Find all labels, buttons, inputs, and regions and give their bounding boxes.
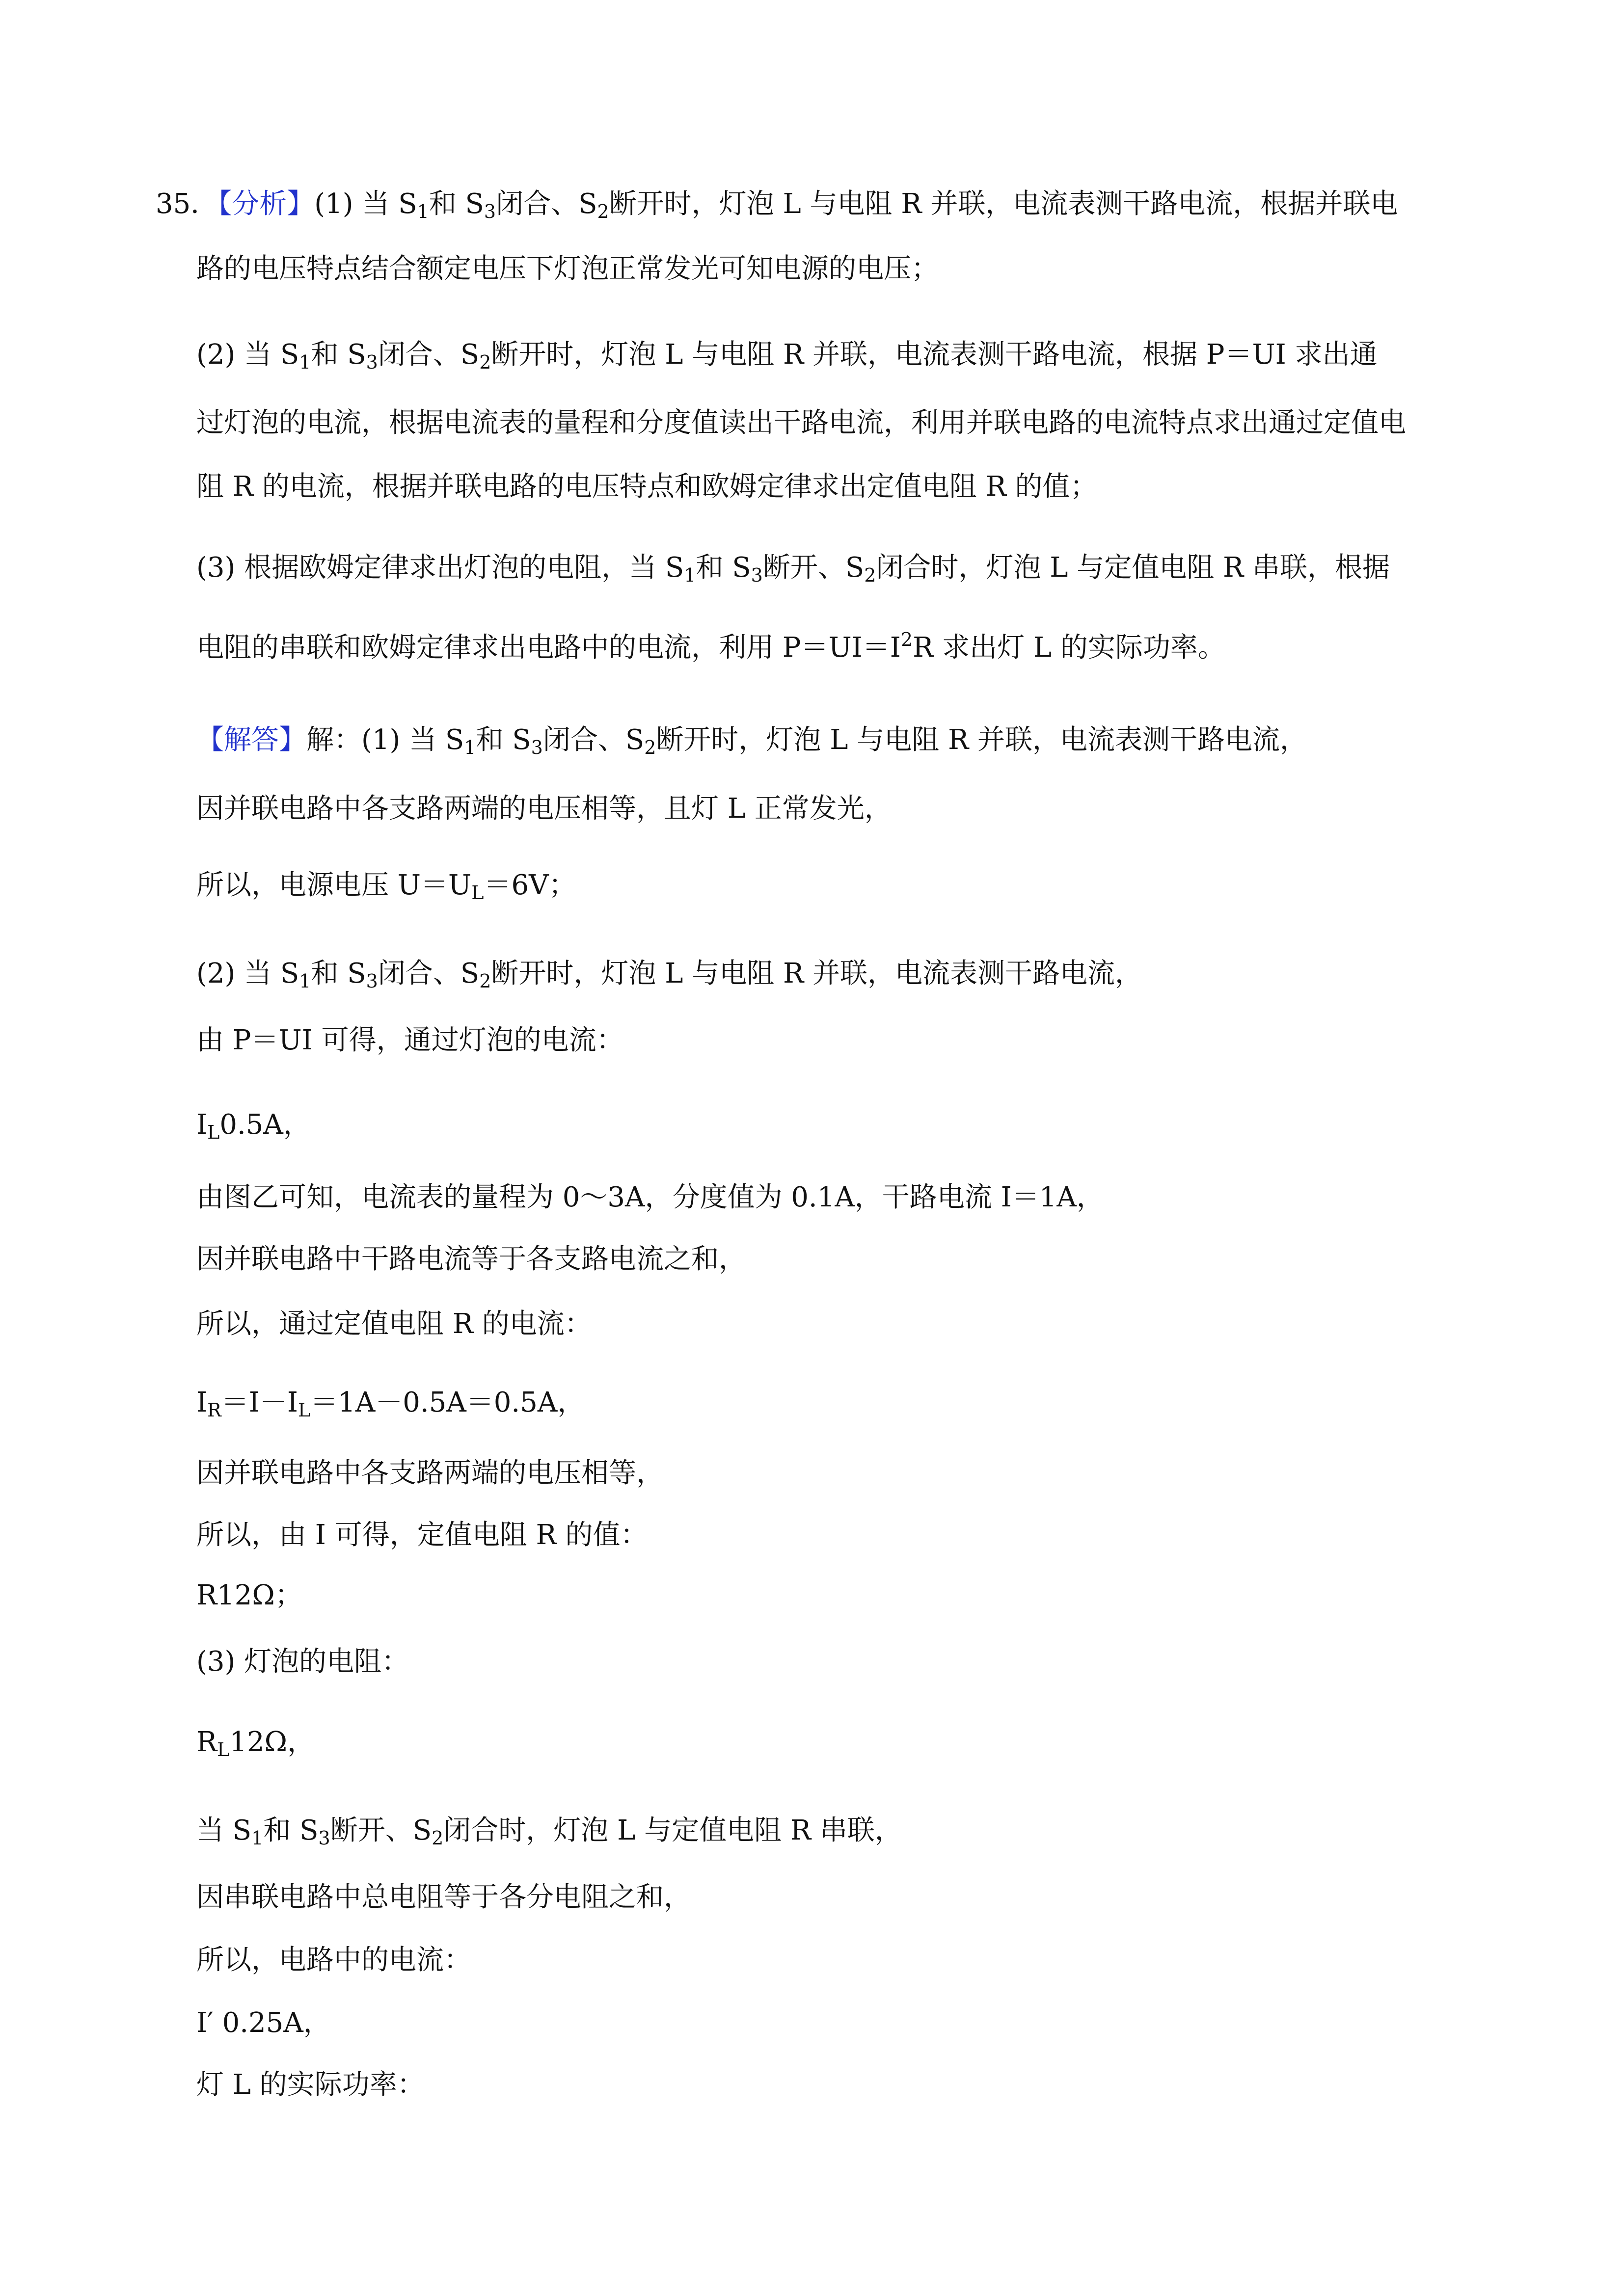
solution-line-14: (3) 灯泡的电阻： (196, 1646, 409, 1678)
analysis-line-2: 路的电压特点结合额定电压下灯泡正常发光可知电源的电压； (196, 253, 939, 285)
subscript: 3 (318, 1827, 330, 1849)
text: 解：(1) 当 S (306, 724, 464, 756)
text: 0.5A， (219, 1109, 311, 1141)
analysis-line-5: 阻 R 的电流，根据并联电路的电压特点和欧姆定律求出定值电阻 R 的值； (196, 471, 1098, 503)
text: 断开、S (762, 552, 865, 584)
solution-line-17: 因串联电路中总电阻等于各分电阻之和， (196, 1881, 691, 1913)
text: 和 S (263, 1815, 319, 1846)
subscript: L (217, 1739, 230, 1761)
subscript: 3 (751, 564, 763, 586)
text: 闭合时，灯泡 L 与定值电阻 R 串联， (443, 1815, 902, 1846)
text: 闭合、S (378, 339, 480, 371)
analysis-line-1 (156, 185, 1398, 224)
question-number: 35． (156, 188, 218, 220)
subscript: 3 (531, 737, 543, 758)
subscript: 2 (479, 970, 491, 992)
text: R 求出灯 L 的实际功率。 (913, 632, 1225, 664)
text: ＝6V； (484, 869, 576, 901)
text: 电阻的串联和欧姆定律求出电路中的电流，利用 P＝UI＝I (196, 632, 901, 664)
text: R (196, 1726, 217, 1758)
text: 闭合、S (378, 958, 480, 989)
analysis-line-3 (196, 335, 1378, 374)
subscript: 1 (251, 1827, 264, 1849)
analysis-line-4: 过灯泡的电流，根据电流表的量程和分度值读出干路电流，利用并联电路的电流特点求出通过定值电 (196, 407, 1406, 439)
text: 闭合时，灯泡 L 与定值电阻 R 串联，根据 (876, 552, 1390, 584)
subscript: 2 (644, 737, 656, 758)
text: 闭合、S (542, 724, 645, 756)
text: 和 S (311, 958, 366, 989)
subscript: 3 (366, 351, 378, 373)
solution-line-4 (196, 954, 1142, 993)
solution-line-1 (196, 721, 1307, 760)
subscript: 3 (484, 201, 496, 222)
text: 断开、S (330, 1815, 432, 1846)
solution-line-7: 由图乙可知，电流表的量程为 0～3A，分度值为 0.1A，干路电流 I＝1A， (196, 1181, 1104, 1213)
text: 和 S (476, 724, 531, 756)
solution-line-16 (196, 1811, 902, 1850)
solution-line-19: I′ 0.25A， (196, 2007, 331, 2039)
text: 和 S (429, 188, 484, 220)
solution-line-8: 因并联电路中干路电流等于各支路电流之和， (196, 1243, 746, 1275)
solution-line-9: 所以，通过定值电阻 R 的电流： (196, 1308, 592, 1340)
solution-line-2: 因并联电路中各支路两端的电压相等，且灯 L 正常发光， (196, 793, 892, 825)
text: I (196, 1387, 208, 1418)
text: (1) 当 S (314, 188, 417, 220)
text: 断开时，灯泡 L 与电阻 R 并联，电流表测干路电流， (491, 958, 1142, 989)
solution-line-10 (196, 1383, 585, 1422)
text: 断开时，灯泡 L 与电阻 R 并联，电流表测干路电流， (656, 724, 1307, 756)
solution-line-12: 所以，由 I 可得，定值电阻 R 的值： (196, 1519, 648, 1551)
subscript: 1 (464, 737, 476, 758)
solution-line-15 (196, 1723, 315, 1762)
analysis-line-7 (196, 628, 1225, 667)
subscript: 2 (432, 1827, 444, 1849)
text: I (196, 1109, 208, 1141)
subscript: L (471, 882, 484, 904)
solution-line-13: R12Ω； (196, 1579, 302, 1611)
text: 和 S (311, 339, 366, 371)
analysis-line-6 (196, 548, 1390, 587)
text: 所以，电源电压 U＝U (196, 869, 472, 901)
subscript: 2 (479, 351, 491, 373)
solution-line-5: 由 P＝UI 可得，通过灯泡的电流： (196, 1024, 624, 1056)
text: 闭合、S (496, 188, 597, 220)
text: 当 S (196, 1815, 252, 1846)
solution-tag: 【解答】 (196, 724, 306, 756)
subscript: 2 (597, 201, 609, 222)
subscript: 2 (864, 564, 876, 586)
solution-line-11: 因并联电路中各支路两端的电压相等， (196, 1457, 664, 1489)
analysis-tag: 【分析】 (218, 188, 315, 220)
subscript: 1 (299, 351, 311, 373)
solution-line-18: 所以，电路中的电流： (196, 1944, 471, 1976)
subscript: 1 (684, 564, 696, 586)
solution-line-6 (196, 1105, 311, 1145)
text: 12Ω， (229, 1726, 315, 1758)
text: (3) 根据欧姆定律求出灯泡的电阻，当 S (196, 552, 684, 584)
solution-line-3 (196, 866, 576, 905)
text: ＝I－I (221, 1387, 298, 1418)
subscript: R (207, 1399, 221, 1421)
text: 和 S (696, 552, 751, 584)
text: 断开时，灯泡 L 与电阻 R 并联，电流表测干路电流，根据 P＝UI 求出通 (491, 339, 1378, 371)
subscript: L (207, 1121, 220, 1143)
solution-line-20: 灯 L 的实际功率： (196, 2069, 425, 2101)
text: (2) 当 S (196, 339, 299, 371)
text: (2) 当 S (196, 958, 299, 989)
subscript: 1 (299, 970, 311, 992)
text: 断开时，灯泡 L 与电阻 R 并联，电流表测干路电流，根据并联电 (609, 188, 1398, 220)
subscript: 3 (366, 970, 378, 992)
superscript: 2 (900, 629, 913, 650)
subscript: 1 (417, 201, 429, 222)
subscript: L (298, 1399, 311, 1421)
text: ＝1A－0.5A＝0.5A， (310, 1387, 585, 1418)
